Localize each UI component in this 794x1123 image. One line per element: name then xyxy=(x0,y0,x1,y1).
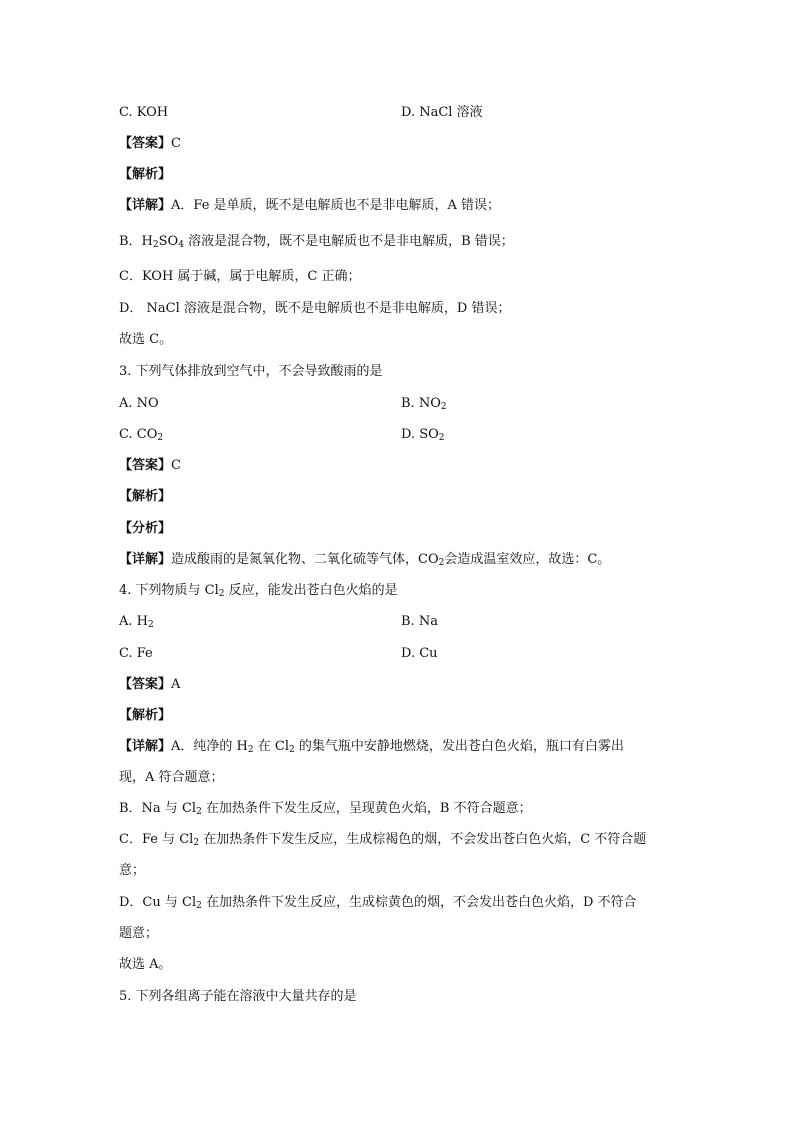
option-d: D. NaCl 溶液 xyxy=(401,105,483,120)
detail-text: 会造成温室效应，故选：C。 xyxy=(444,552,611,567)
subscript: 2 xyxy=(440,402,447,412)
stem-text: 4. 下列物质与 Cl xyxy=(119,583,219,598)
subscript: 2 xyxy=(438,558,445,568)
subscript: 2 xyxy=(247,745,254,755)
detail-text: 在 Cl xyxy=(253,739,289,754)
subscript: 2 xyxy=(196,807,202,817)
answer-line xyxy=(119,135,181,153)
option-row xyxy=(119,395,447,413)
question-stem: 5. 下列各组离子能在溶液中大量共存的是 xyxy=(119,989,357,1004)
answer-value: A xyxy=(171,677,181,692)
detail-line xyxy=(119,551,610,569)
option-c xyxy=(119,427,163,442)
detail-tag: 【详解】 xyxy=(119,739,172,754)
detail-text: SO xyxy=(158,234,179,249)
answer-line xyxy=(119,676,180,694)
answer-value: C xyxy=(171,458,181,473)
fenxi-tag: 【分析】 xyxy=(119,521,172,536)
option-d: D. Cu xyxy=(401,646,438,661)
subscript: 2 xyxy=(193,838,200,848)
conclusion-line: 故选 C。 xyxy=(119,332,173,347)
analysis-tag: 【解析】 xyxy=(119,708,172,723)
question-stem: 3. 下列气体排放到空气中，不会导致酸雨的是 xyxy=(119,364,383,379)
subscript: 2 xyxy=(438,433,445,443)
option-a xyxy=(119,614,154,629)
detail-line: C．KOH 属于碱，属于电解质，C 正确； xyxy=(119,269,361,284)
detail-line: 现，A 符合题意； xyxy=(119,770,224,785)
detail-text: A．Fe 是单质，既不是电解质也不是非电解质，A 错误； xyxy=(171,198,501,213)
option-a: A. NO xyxy=(119,396,159,411)
detail-text: C．Fe 与 Cl xyxy=(119,832,194,847)
option-row xyxy=(119,645,438,663)
detail-line xyxy=(119,197,500,215)
detail-text: 溶液是混合物，既不是电解质也不是非电解质，B 错误； xyxy=(183,234,514,249)
question-stem xyxy=(119,582,398,600)
option-text: C. CO xyxy=(119,427,158,442)
detail-text: B．Na 与 Cl xyxy=(119,801,197,816)
detail-tag: 【详解】 xyxy=(119,552,172,567)
option-b: B. Na xyxy=(401,614,438,629)
detail-line xyxy=(119,831,646,849)
option-c: C. KOH xyxy=(119,105,169,120)
subscript: 2 xyxy=(148,620,154,630)
detail-line: D． NaCl 溶液是混合物，既不是电解质也不是非电解质，D 错误； xyxy=(119,301,511,316)
detail-text: B．H xyxy=(119,234,153,249)
answer-tag: 【答案】 xyxy=(119,458,172,473)
subscript: 2 xyxy=(218,589,225,599)
analysis-tag: 【解析】 xyxy=(119,167,172,182)
option-c: C. Fe xyxy=(119,646,153,661)
subscript: 2 xyxy=(288,745,295,755)
option-text: B. NO xyxy=(401,396,441,411)
detail-tag: 【详解】 xyxy=(119,198,172,213)
option-b xyxy=(401,395,447,413)
answer-value: C xyxy=(171,136,181,151)
option-text: D. SO xyxy=(401,427,439,442)
detail-text: D．Cu 与 Cl xyxy=(119,895,197,910)
detail-line: 意； xyxy=(119,863,146,878)
option-text: A. H xyxy=(119,614,148,629)
detail-text: 的集气瓶中安静地燃烧，发出苍白色火焰，瓶口有白雾出 xyxy=(294,739,624,754)
subscript: 2 xyxy=(152,240,159,250)
answer-tag: 【答案】 xyxy=(119,677,172,692)
detail-text: 造成酸雨的是氮氧化物、二氧化硫等气体，CO xyxy=(171,552,439,567)
detail-line xyxy=(119,233,514,251)
detail-line: 题意； xyxy=(119,926,159,941)
option-row xyxy=(119,426,445,444)
answer-tag: 【答案】 xyxy=(119,136,172,151)
option-row xyxy=(119,104,483,122)
option-d xyxy=(401,426,445,444)
answer-line xyxy=(119,457,181,475)
detail-line xyxy=(119,894,637,912)
subscript: 4 xyxy=(178,240,184,250)
detail-text: 在加热条件下发生反应，呈现黄色火焰，B 不符合题意； xyxy=(201,801,532,816)
detail-text: 在加热条件下发生反应，生成棕褐色的烟，不会发出苍白色火焰，C 不符合题 xyxy=(199,832,647,847)
option-row xyxy=(119,613,438,631)
detail-text: A．纯净的 H xyxy=(171,739,248,754)
conclusion-line: 故选 A。 xyxy=(119,957,172,972)
analysis-tag: 【解析】 xyxy=(119,489,172,504)
subscript: 2 xyxy=(157,433,164,443)
subscript: 2 xyxy=(196,901,202,911)
detail-text: 在加热条件下发生反应，生成棕黄色的烟，不会发出苍白色火焰，D 不符合 xyxy=(201,895,637,910)
stem-text: 反应，能发出苍白色火焰的是 xyxy=(224,583,398,598)
detail-line xyxy=(119,800,532,818)
detail-line xyxy=(119,738,624,756)
